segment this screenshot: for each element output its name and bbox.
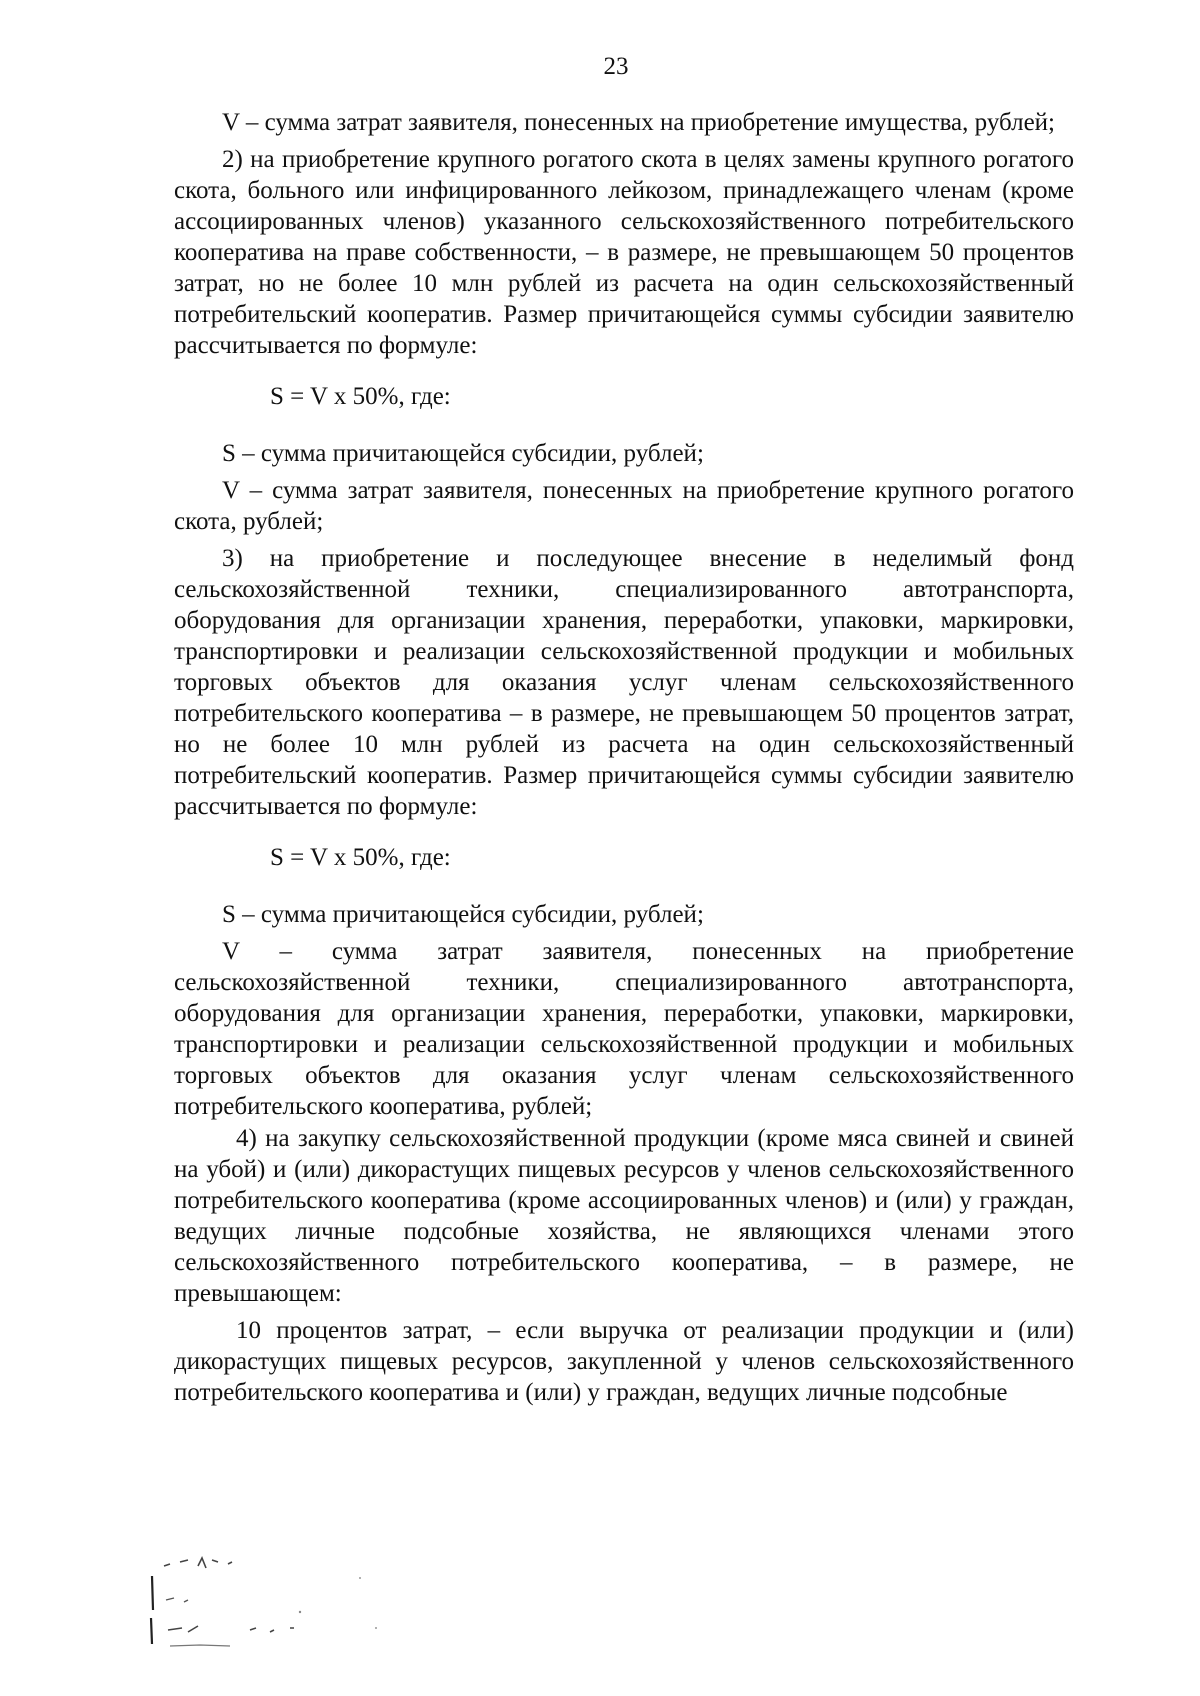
paragraph-s-definition-1: S – сумма причитающейся субсидии, рублей; [222,440,704,467]
paragraph-item-3-equipment: 3) на приобретение и последующее внесение в неделимый фонд сельскохозяйственной техники, специализированного автотранспорта, оборудования для организации хранения, переработки, упаковки, маркировки, транспортировки и реализации сельскохозяйственной продукции и мобильных торговых объектов для оказания услуг членам сельскохозяйственного потребительского кооператива – в размере, не превышающем 50 процентов затрат, но не более 10 млн рублей из расчета на один сельскохозяйственный потребительский кооператив. Размер причитающейся суммы субсидии заявителю рассчитывается по формуле: [174,545,1074,820]
scan-artifact-marks [140,1548,400,1658]
page-number: 23 [603,53,629,80]
paragraph-v-equipment-costs: V – сумма затрат заявителя, понесенных на приобретение сельскохозяйственной техники, специализированного автотранспорта, оборудования для организации хранения, переработки, упаковки, маркировки, транспортировки и реализации сельскохозяйственной продукции и мобильных торговых объектов для оказания услуг членам сельскохозяйственного потребительского кооператива, рублей; [174,938,1074,1120]
formula-2: S = V x 50%, где: [270,844,451,871]
document-body [174,107,1074,1414]
paragraph-s-definition-2: S – сумма причитающейся субсидии, рублей; [222,901,704,928]
paragraph-item-2-cattle: 2) на приобретение крупного рогатого скота в целях замены крупного рогатого скота, больного или инфицированного лейкозом, принадлежащего членам (кроме ассоциированных членов) указанного сельскохозяйственного потребительского кооператива на праве собственности, – в размере, не превышающем 50 процентов затрат, но не более 10 млн рублей из расчета на один сельскохозяйственный потребительский кооператив. Размер причитающейся суммы субсидии заявителю рассчитывается по формуле: [174,146,1074,359]
formula-1: S = V x 50%, где: [270,383,451,410]
paragraph-10-percent: 10 процентов затрат, – если выручка от реализации продукции и (или) дикорастущих пищевых ресурсов, закупленной у членов сельскохозяйственного потребительского кооператива и (или) у граждан, ведущих личные подсобные [174,1317,1074,1406]
paragraph-item-4-procurement: 4) на закупку сельскохозяйственной продукции (кроме мяса свиней и свиней на убой) и (или) дикорастущих пищевых ресурсов у членов сельскохозяйственного потребительского кооператива (кроме ассоциированных членов) и (или) у граждан, ведущих личные подсобные хозяйства, не являющихся членами этого сельскохозяйственного потребительского кооператива, – в размере, не превышающем: [174,1125,1074,1307]
paragraph-v-property-costs: V – сумма затрат заявителя, понесенных на приобретение имущества, рублей; [222,109,1055,136]
paragraph-v-cattle-costs: V – сумма затрат заявителя, понесенных на приобретение крупного рогатого скота, рублей; [174,477,1074,535]
